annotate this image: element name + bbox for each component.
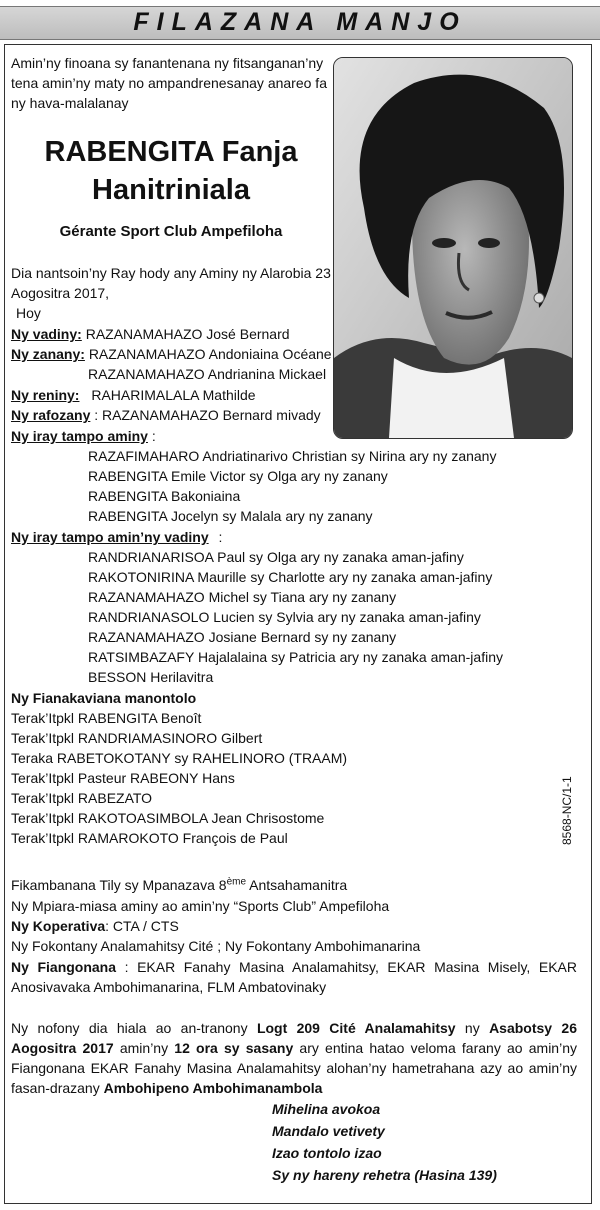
death-line1: Dia nantsoin’ny Ray hody any Aminy ny Alarobia 23 <box>11 265 331 281</box>
inlaw-item: RAKOTONIRINA Maurille sy Charlotte ary ny zanaka aman-jafiny <box>88 569 493 585</box>
inlaw-parents-name: : RAZANAMAHAZO Bernard mivady <box>94 407 321 423</box>
siblings-label: Ny iray tampo aminy <box>11 428 148 444</box>
sibling-item: RABENGITA Jocelyn sy Malala ary ny zanany <box>88 508 373 524</box>
church-label: Ny Fiangonana <box>11 959 117 975</box>
inlaws-heading <box>11 527 222 547</box>
extended-family-item: Teraka RABETOKOTANY sy RAHELINORO (TRAAM) <box>11 750 348 766</box>
portrait-photo <box>333 57 573 439</box>
cooperative-label: Ny Koperativa <box>11 918 106 934</box>
ordinal-suffix: ème <box>226 876 247 888</box>
closing-verse-line: Sy ny hareny rehetra (Hasina 139) <box>272 1167 497 1183</box>
intro-text: Amin’ny finoana sy fanantenana ny fitsanganan’ny tena amin’ny maty no ampandrenesanay anareo fa ny hava-malalanay <box>11 55 327 111</box>
deceased-name-line2: Hanitriniala <box>92 174 250 206</box>
extended-family-heading: Ny Fianakaviana manontolo <box>11 690 197 706</box>
extended-family-item: Terak’Itpkl RABEZATO <box>11 790 153 806</box>
funeral-text: ny <box>455 1020 490 1036</box>
association-colleagues: Ny Mpiara-miasa aminy ao amin’ny “Sports Club” Ampefiloha <box>11 898 390 914</box>
closing-verse-line: Mihelina avokoa <box>272 1101 381 1117</box>
page-title: FILAZANA MANJO <box>133 8 467 36</box>
header-banner <box>0 0 600 46</box>
funeral-details <box>11 1018 577 1098</box>
sibling-item: RAZAFIMAHARO Andriatinarivo Christian sy Nirina ary ny zanany <box>88 448 497 464</box>
mother-row <box>11 385 256 405</box>
inlaw-parents-row <box>11 405 321 425</box>
reference-code: 8568-NC/1-1 <box>560 776 574 845</box>
portrait-illustration <box>334 58 572 438</box>
cooperative-row <box>11 916 179 936</box>
mother-label: Ny reniny: <box>11 387 80 403</box>
spouse-name: RAZANAMAHAZO José Bernard <box>85 326 290 342</box>
funeral-time: 12 ora sy sasany <box>174 1040 294 1056</box>
funeral-text: ary entina hatao veloma farany ao amin’ny Fiangonana EKAR Fanahy Masina Analamahitsy alohan’ny hametrahana azy ao amin’ny fasan-drazany <box>11 1040 577 1096</box>
mother-name: RAHARIMALALA Mathilde <box>91 387 256 403</box>
spouse-label: Ny vadiny: <box>11 326 82 342</box>
burial-place: Ambohipeno Ambohimanambola <box>103 1080 323 1096</box>
church-value: : EKAR Fanahy Masina Analamahitsy, EKAR Masina Misely, EKAR Anosivavaka Ambohimanarina, FLM Ambatovinaky <box>11 959 577 995</box>
funeral-text: amin’ny <box>113 1040 175 1056</box>
sibling-item: RABENGITA Emile Victor sy Olga ary ny zanany <box>88 468 388 484</box>
fokontany-row: Ny Fokontany Analamahitsy Cité ; Ny Fokontany Ambohimanarina <box>11 938 421 954</box>
deceased-name-line1: RABENGITA Fanja <box>44 136 298 168</box>
extended-family-item: Terak’Itpkl RANDRIAMASINORO Gilbert <box>11 730 263 746</box>
funeral-date: Asabotsy 26 Aogositra 2017 <box>11 1020 577 1056</box>
children-row <box>11 344 332 364</box>
siblings-colon: : <box>151 428 156 444</box>
inlaw-item: RATSIMBAZAFY Hajalalaina sy Patricia ary ny zanaka aman-jafiny <box>88 649 503 665</box>
inlaws-label: Ny iray tampo amin’ny vadiny <box>11 529 209 545</box>
child-name: RAZANAMAHAZO Andrianina Mickael <box>88 366 327 382</box>
association-scouts-place: Antsahamanitra <box>246 877 348 893</box>
extended-family-item: Terak’Itpkl Pasteur RABEONY Hans <box>11 770 235 786</box>
deceased-role: Gérante Sport Club Ampefiloha <box>59 223 283 240</box>
inlaw-item: RANDRIANASOLO Lucien sy Sylvia ary ny zanaka aman-jafiny <box>88 609 481 625</box>
inlaw-item: RAZANAMAHAZO Michel sy Tiana ary ny zanany <box>88 589 397 605</box>
inlaw-item: RANDRIANARISOA Paul sy Olga ary ny zanaka aman-jafiny <box>88 549 464 565</box>
church-row <box>11 957 577 997</box>
inlaw-item: RAZANAMAHAZO Josiane Bernard sy ny zanany <box>88 629 397 645</box>
association-scouts <box>11 875 347 895</box>
inlaw-item: BESSON Herilavitra <box>88 669 214 685</box>
inlaws-colon: : <box>218 529 223 545</box>
children-label: Ny zanany: <box>11 346 85 362</box>
inlaw-parents-label: Ny rafozany <box>11 407 91 423</box>
extended-family-item: Terak’Itpkl RAKOTOASIMBOLA Jean Chrisostome <box>11 810 325 826</box>
sibling-item: RABENGITA Bakoniaina <box>88 488 241 504</box>
closing-verse-line: Mandalo vetivety <box>272 1123 385 1139</box>
deceased-name <box>11 133 331 209</box>
extended-family-item: Terak’Itpkl RABENGITA Benoît <box>11 710 202 726</box>
death-line2: Aogositra 2017, <box>11 285 110 301</box>
spouse-row <box>11 324 290 344</box>
child-name: RAZANAMAHAZO Andoniaina Océane <box>88 346 332 362</box>
funeral-text: Ny nofony dia hiala ao an-tranony <box>11 1020 257 1036</box>
siblings-heading <box>11 426 156 446</box>
cooperative-value: : CTA / CTS <box>105 918 179 934</box>
death-line3: Hoy <box>16 305 41 321</box>
funeral-address: Logt 209 Cité Analamahitsy <box>256 1020 456 1036</box>
association-scouts-text: Fikambanana Tily sy Mpanazava 8 <box>11 877 227 893</box>
extended-family-item: Terak’Itpkl RAMAROKOTO François de Paul <box>11 830 288 846</box>
closing-verse-line: Izao tontolo izao <box>272 1145 382 1161</box>
